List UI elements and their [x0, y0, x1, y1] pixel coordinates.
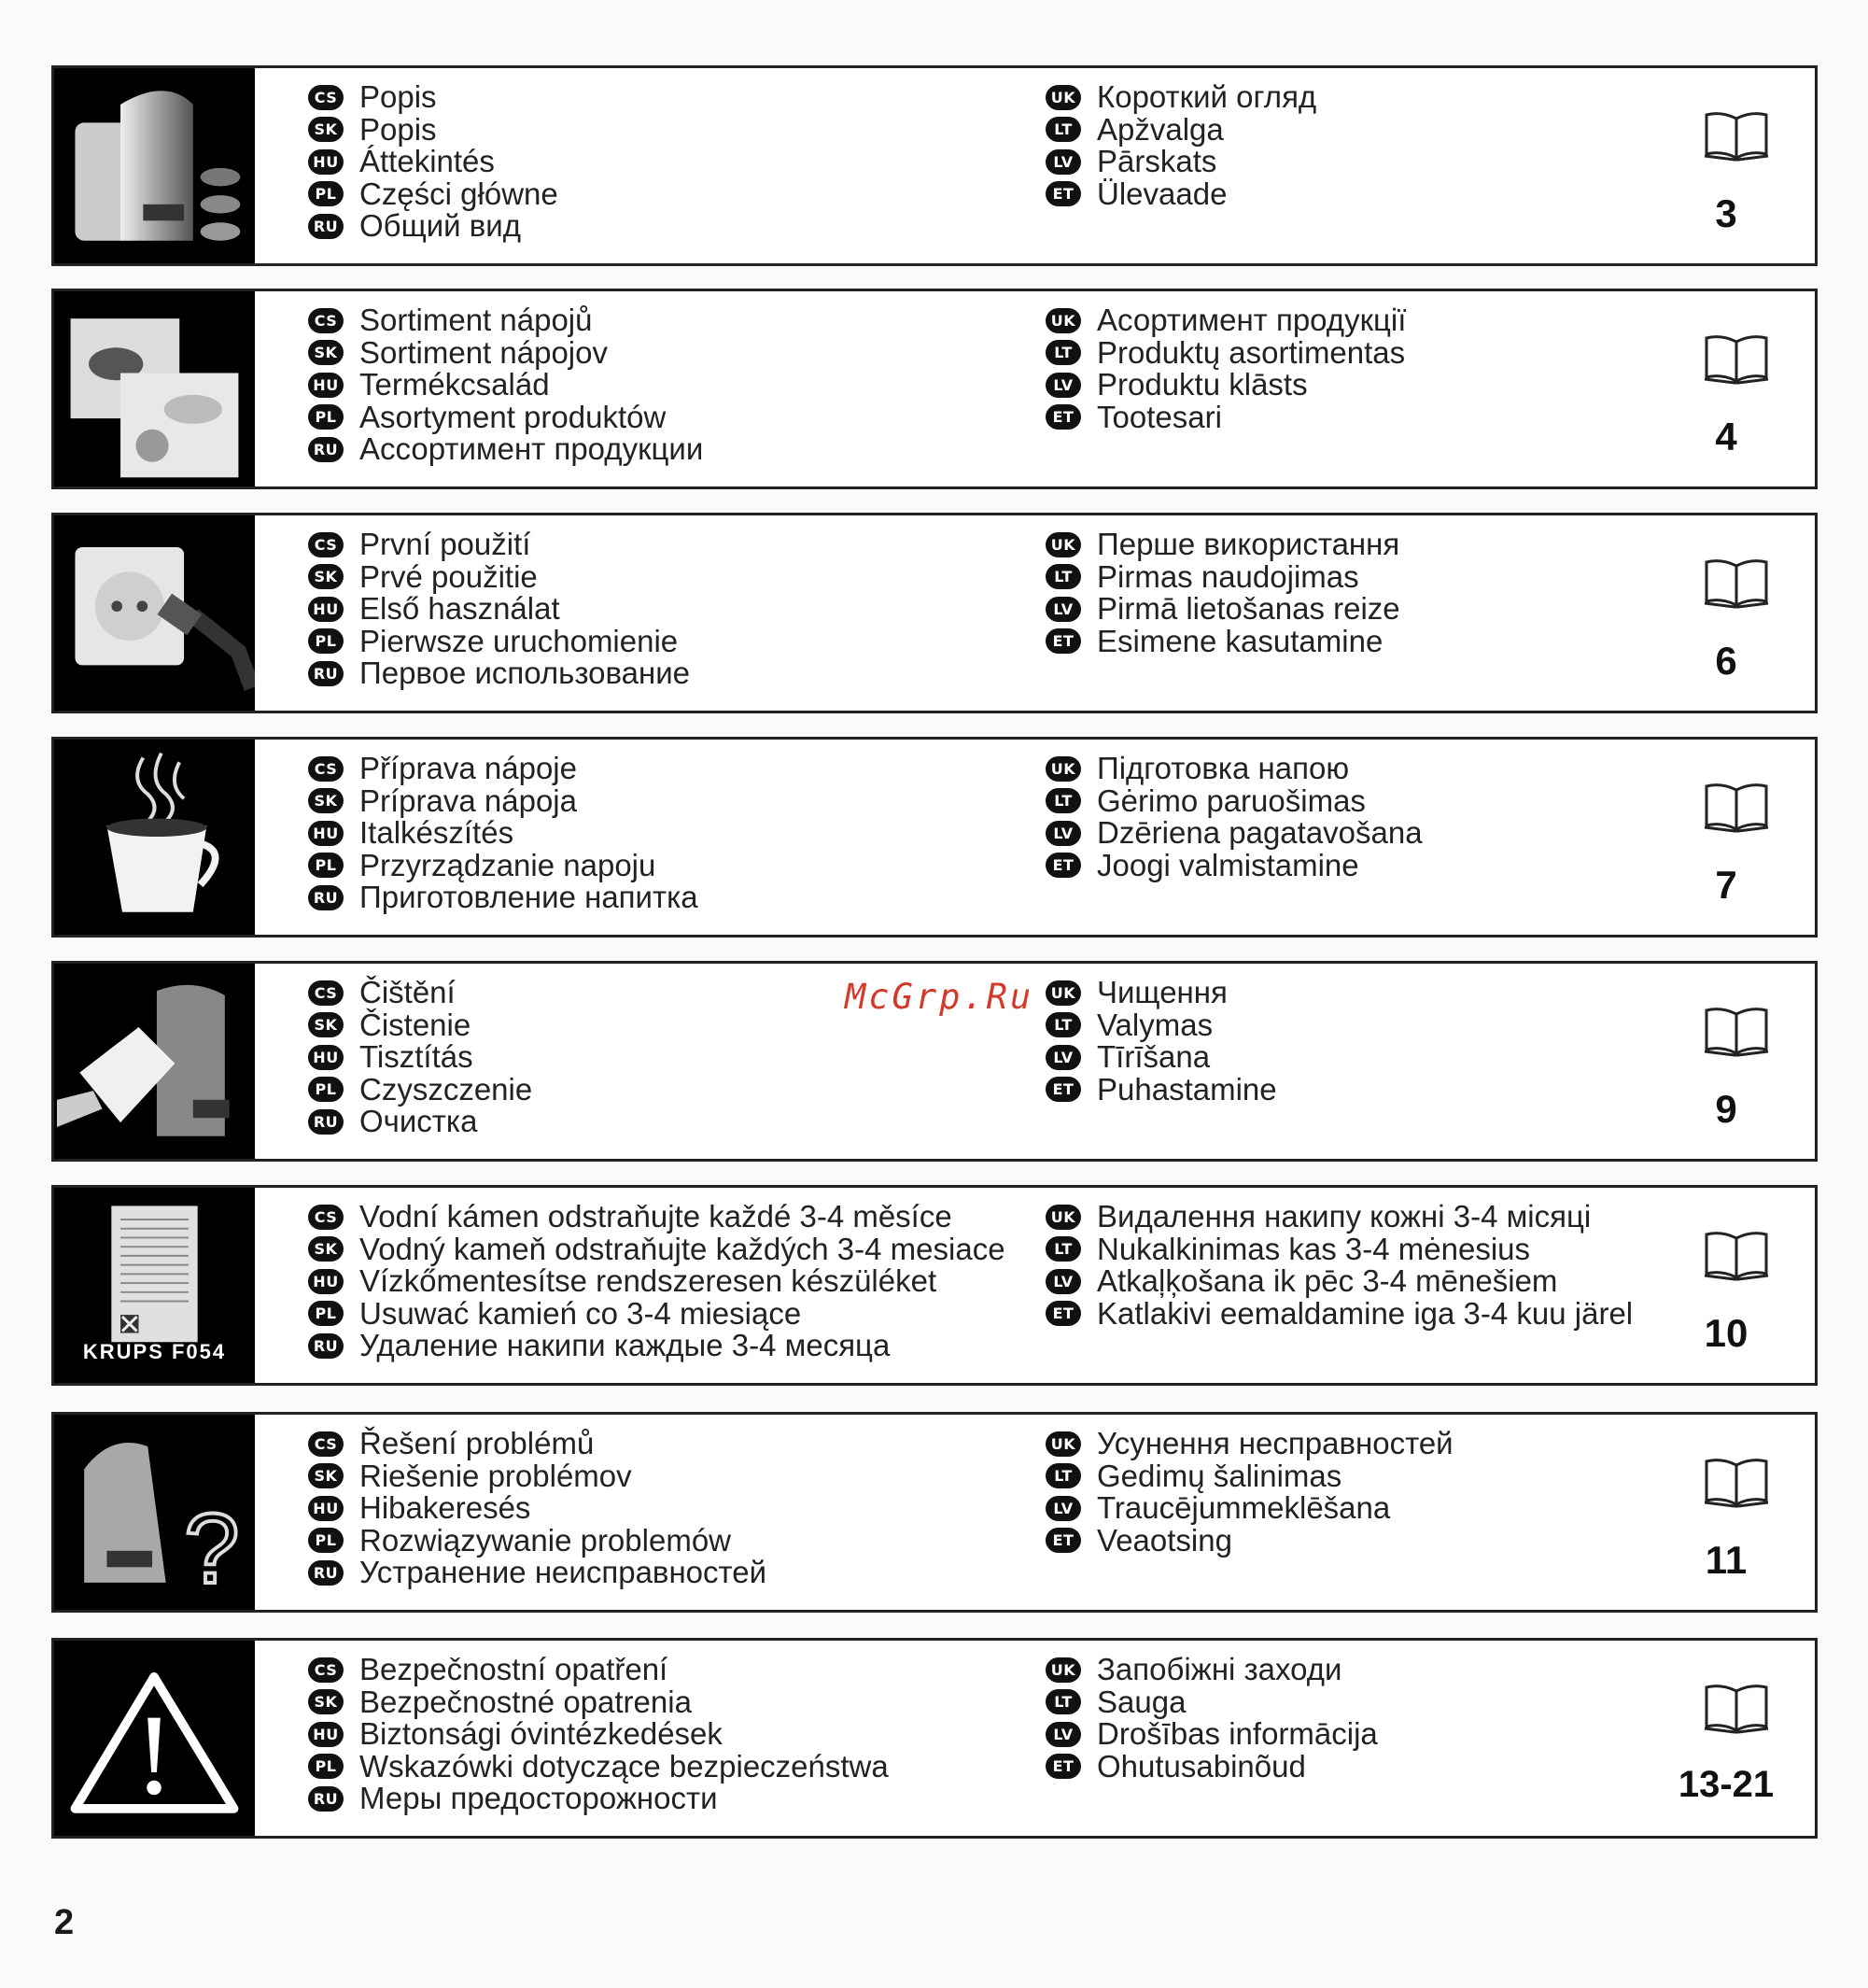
titles-left [308, 1654, 889, 1815]
list-item [308, 1460, 766, 1493]
section-title: Sortiment nápojov [359, 334, 608, 370]
list-item [1046, 1428, 1454, 1460]
section-title: Áttekintés [359, 144, 495, 179]
section-title: Усунення несправностей [1097, 1426, 1454, 1461]
list-item [1046, 1460, 1454, 1493]
lang-badge: ET [1046, 404, 1081, 430]
section-title: Atkaļķošana ik pēc 3-4 mēnešiem [1097, 1263, 1558, 1299]
section-title: Асортимент продукції [1097, 303, 1407, 338]
book-icon [1703, 332, 1770, 385]
lang-badge: HU [308, 1045, 344, 1070]
section-title: Traucējummeklēšana [1097, 1490, 1391, 1526]
list-item [1046, 593, 1400, 626]
section-title: Termékcsalád [359, 367, 550, 402]
list-item [1046, 1686, 1378, 1719]
section-first-use [51, 513, 1818, 713]
capsule-box-icon [54, 291, 255, 486]
list-item [308, 593, 690, 626]
section-title: Ассортимент продукции [359, 431, 704, 467]
section-title: Ohutusabinõud [1097, 1748, 1306, 1784]
list-item [1046, 1265, 1633, 1298]
lang-badge: PL [308, 1301, 344, 1326]
section-title: Rozwiązywanie problemów [359, 1522, 731, 1558]
section-title: Устранение неисправностей [359, 1555, 767, 1590]
list-item [308, 881, 698, 914]
lang-badge: HU [308, 1269, 344, 1294]
list-item [1046, 334, 1406, 370]
list-item [308, 817, 698, 850]
book-icon [1703, 1229, 1770, 1281]
lang-badge: LV [1046, 1496, 1081, 1521]
section-title: Pirmā lietošanas reize [1097, 591, 1400, 627]
lang-badge: LT [1046, 1012, 1081, 1037]
lang-badge: RU [308, 1560, 344, 1586]
list-item [308, 847, 698, 882]
list-item [308, 1106, 532, 1138]
section-title: Tīrīšana [1097, 1039, 1211, 1075]
page-reference[interactable]: 10 [1704, 1311, 1749, 1355]
lang-badge: ET [1046, 1077, 1081, 1102]
lang-badge: CS [308, 1431, 344, 1457]
lang-badge: LV [1046, 1269, 1081, 1294]
list-item [308, 1522, 766, 1558]
lang-badge: UK [1046, 1205, 1081, 1230]
section-title: První použití [359, 527, 531, 562]
section-title: Asortyment produktów [359, 399, 667, 434]
titles-right [1046, 753, 1423, 881]
lang-badge: SK [308, 1012, 344, 1037]
section-title: Italkészítés [359, 815, 514, 851]
page-reference[interactable]: 4 [1715, 415, 1737, 458]
list-item [1046, 1041, 1277, 1074]
lang-badge: UK [1046, 85, 1081, 110]
lang-badge: PL [308, 181, 344, 206]
section-title: Řešení problémů [359, 1426, 595, 1461]
lang-badge: PL [308, 853, 344, 878]
machine-question-icon [54, 1415, 255, 1610]
lang-badge: LT [1046, 564, 1081, 589]
lang-badge: CS [308, 85, 344, 110]
list-item [308, 1041, 532, 1074]
list-item [1046, 1231, 1633, 1266]
lang-badge: UK [1046, 1657, 1081, 1683]
list-item [308, 433, 703, 466]
coffee-cup-icon [54, 740, 255, 935]
lang-badge: CS [308, 756, 344, 782]
section-title: Gėrimo paruošimas [1097, 783, 1366, 818]
section-title: Підготовка напою [1097, 751, 1350, 786]
lang-badge: SK [308, 788, 344, 813]
section-title: Apžvalga [1097, 111, 1224, 147]
list-item [308, 1295, 1005, 1331]
list-item [308, 558, 690, 594]
titles-right [1046, 304, 1406, 433]
lang-badge: HU [308, 597, 344, 622]
lang-badge: RU [308, 214, 344, 239]
section-title: Příprava nápoje [359, 751, 577, 786]
list-item [308, 1492, 766, 1525]
section-troubleshooting [51, 1412, 1818, 1613]
lang-badge: LV [1046, 821, 1081, 846]
list-item [1046, 817, 1423, 850]
list-item [308, 304, 703, 337]
list-item [1046, 1718, 1378, 1751]
titles-left [308, 977, 532, 1138]
lang-badge: UK [1046, 308, 1081, 333]
titles-right [1046, 1654, 1378, 1783]
svg-text:?: ? [184, 1491, 240, 1604]
list-item [1046, 977, 1277, 1009]
lang-badge: SK [308, 564, 344, 589]
section-title: Valymas [1097, 1007, 1214, 1042]
section-title: Príprava nápoja [359, 783, 577, 818]
lang-badge: RU [308, 661, 344, 686]
lang-badge: LV [1046, 373, 1081, 398]
list-item [1046, 369, 1406, 402]
lang-badge: LV [1046, 149, 1081, 175]
list-item [1046, 81, 1316, 114]
descaler-sachet-icon [54, 1188, 255, 1383]
section-safety [51, 1638, 1818, 1839]
list-item [1046, 304, 1406, 337]
lang-badge: SK [308, 117, 344, 142]
section-title: Удаление накипи каждые 3-4 месяца [359, 1328, 891, 1363]
list-item [308, 146, 558, 178]
titles-right [1046, 977, 1277, 1106]
section-title: Esimene kasutamine [1097, 623, 1383, 658]
list-item [308, 1428, 766, 1460]
page-reference[interactable]: 7 [1715, 863, 1737, 907]
list-item [1046, 847, 1423, 882]
lang-badge: UK [1046, 980, 1081, 1006]
list-item [1046, 1071, 1277, 1107]
lang-badge: SK [308, 340, 344, 365]
section-title: Čistenie [359, 1007, 471, 1042]
lang-badge: ET [1046, 628, 1081, 654]
lang-badge: CS [308, 532, 344, 557]
list-item [1046, 623, 1400, 658]
section-title: Запобіжні заходи [1097, 1652, 1342, 1687]
lang-badge: ET [1046, 853, 1081, 878]
book-icon [1703, 109, 1770, 162]
section-overview [51, 65, 1818, 266]
section-title: Első használat [359, 591, 560, 627]
lang-badge: LT [1046, 788, 1081, 813]
list-item [308, 657, 690, 690]
section-title: Prvé použitie [359, 558, 538, 594]
list-item [308, 1201, 1005, 1234]
lang-badge: ET [1046, 1301, 1081, 1326]
section-preparation [51, 737, 1818, 938]
section-title: Bezpečnostní opatření [359, 1652, 668, 1687]
section-title: Первое использование [359, 656, 690, 691]
lang-badge: LV [1046, 1722, 1081, 1747]
list-item [1046, 529, 1400, 561]
list-item [308, 1748, 889, 1784]
section-title: Czyszczenie [359, 1071, 533, 1107]
lang-badge: RU [308, 1109, 344, 1135]
lang-badge: HU [308, 1496, 344, 1521]
list-item [1046, 1654, 1378, 1686]
section-title: Приготовление напитка [359, 880, 698, 915]
section-title: Bezpečnostné opatrenia [359, 1684, 692, 1719]
list-item [308, 334, 703, 370]
titles-left [308, 304, 703, 466]
book-icon [1703, 781, 1770, 833]
section-title: Wskazówki dotyczące bezpieczeństwa [359, 1748, 889, 1784]
lang-badge: CS [308, 1657, 344, 1683]
book-icon [1703, 1682, 1770, 1734]
section-title: Pirmas naudojimas [1097, 558, 1359, 594]
list-item [308, 623, 690, 658]
book-icon [1703, 557, 1770, 609]
lang-badge: ET [1046, 181, 1081, 206]
section-title: Sortiment nápojů [359, 303, 593, 338]
titles-left [308, 529, 690, 690]
section-products [51, 289, 1818, 489]
lang-badge: LT [1046, 1236, 1081, 1262]
section-title: Nukalkinimas kas 3-4 mėnesius [1097, 1231, 1531, 1266]
section-descaling [51, 1185, 1818, 1386]
list-item [308, 785, 698, 818]
section-title: Vodný kameň odstraňujte každých 3-4 mesiace [359, 1231, 1005, 1266]
lang-badge: PL [308, 1077, 344, 1102]
section-title: Produktų asortimentas [1097, 334, 1406, 370]
section-title: Veaotsing [1097, 1522, 1232, 1558]
titles-left [308, 753, 698, 914]
list-item [308, 1330, 1005, 1362]
section-title: Vodní kámen odstraňujte každé 3-4 měsíce [359, 1199, 952, 1234]
titles-right [1046, 81, 1316, 210]
lang-badge: SK [308, 1463, 344, 1488]
list-item [1046, 1295, 1634, 1331]
list-item [308, 1557, 766, 1589]
section-title: Короткий огляд [1097, 79, 1317, 115]
list-item [308, 1654, 889, 1686]
section-title: Drošības informācija [1097, 1716, 1378, 1752]
lang-badge: PL [308, 404, 344, 430]
list-item [1046, 399, 1406, 434]
lang-badge: PL [308, 628, 344, 654]
section-title: Чищення [1097, 975, 1228, 1010]
list-item [308, 1071, 533, 1107]
product-label: KRUPS F054 [82, 1340, 227, 1363]
lang-badge: SK [308, 1236, 344, 1262]
section-title: Pārskats [1097, 144, 1217, 179]
list-item [308, 1686, 889, 1719]
section-title: Hibakeresés [359, 1490, 531, 1526]
list-item [308, 81, 558, 114]
lang-badge: CS [308, 1205, 344, 1230]
section-title: Sauga [1097, 1684, 1187, 1719]
section-title: Joogi valmistamine [1097, 847, 1359, 882]
cleaning-cloth-icon [54, 964, 255, 1159]
list-item [308, 977, 532, 1009]
list-item [308, 1231, 1005, 1266]
section-title: Popis [359, 79, 437, 115]
lang-badge: UK [1046, 532, 1081, 557]
list-item [308, 529, 690, 561]
lang-badge: LT [1046, 1689, 1081, 1714]
list-item [1046, 111, 1316, 147]
list-item [1046, 1009, 1277, 1042]
section-title: Biztonsági óvintézkedések [359, 1716, 723, 1752]
lang-badge: LV [1046, 597, 1081, 622]
page-reference[interactable]: 11 [1705, 1538, 1748, 1582]
lang-badge: LT [1046, 117, 1081, 142]
section-title: Puhastamine [1097, 1071, 1277, 1107]
book-icon [1703, 1456, 1770, 1508]
list-item [308, 399, 703, 434]
section-title: Riešenie problémov [359, 1458, 632, 1493]
list-item [1046, 558, 1400, 594]
section-title: Очистка [359, 1104, 478, 1139]
watermark: McGrp.Ru [845, 977, 1034, 1017]
list-item [1046, 1522, 1454, 1558]
list-item [308, 1009, 532, 1042]
lang-badge: UK [1046, 1431, 1081, 1457]
lang-badge: RU [308, 1333, 344, 1359]
page-reference[interactable]: 6 [1715, 639, 1737, 683]
page-reference[interactable]: 9 [1715, 1087, 1737, 1131]
coffee-machine-icon [54, 68, 255, 263]
list-item [308, 111, 558, 147]
list-item [308, 1783, 889, 1815]
section-title: Ülevaade [1097, 176, 1228, 211]
section-title: Popis [359, 111, 437, 147]
section-title: Tootesari [1097, 399, 1222, 434]
section-title: Produktu klāsts [1097, 367, 1308, 402]
lang-badge: HU [308, 149, 344, 175]
section-title: Видалення накипу кожні 3-4 місяці [1097, 1199, 1592, 1234]
list-item [308, 1265, 1005, 1298]
warning-triangle-icon [54, 1641, 255, 1836]
section-title: Tisztítás [359, 1039, 473, 1075]
section-title: Vízkőmentesítse rendszeresen készüléket [359, 1263, 937, 1299]
section-title: Części główne [359, 176, 558, 211]
list-item [1046, 1201, 1633, 1234]
list-item [1046, 753, 1423, 785]
section-title: Dzēriena pagatavošana [1097, 815, 1423, 851]
lang-badge: CS [308, 980, 344, 1006]
section-title: Katlakivi eemaldamine iga 3-4 kuu järel [1097, 1295, 1634, 1331]
lang-badge: LT [1046, 340, 1081, 365]
lang-badge: HU [308, 1722, 344, 1747]
titles-right [1046, 529, 1400, 657]
lang-badge: LT [1046, 1463, 1081, 1488]
page-reference[interactable]: 3 [1715, 191, 1737, 235]
list-item [308, 210, 558, 243]
section-title: Перше використання [1097, 527, 1400, 562]
section-title: Przyrządzanie napoju [359, 847, 656, 882]
lang-badge: SK [308, 1689, 344, 1714]
list-item [1046, 178, 1316, 211]
section-title: Меры предосторожности [359, 1781, 718, 1816]
lang-badge: HU [308, 821, 344, 846]
page-number: 2 [54, 1903, 75, 1942]
lang-badge: PL [308, 1528, 344, 1553]
section-title: Общий вид [359, 208, 521, 244]
list-item [1046, 1748, 1378, 1784]
book-icon [1703, 1005, 1770, 1057]
titles-left [308, 1201, 1005, 1362]
page-reference[interactable]: 13-21 [1678, 1764, 1775, 1805]
lang-badge: LV [1046, 1045, 1081, 1070]
section-title: Čištění [359, 975, 456, 1010]
list-item [308, 178, 558, 211]
lang-badge: HU [308, 373, 344, 398]
lang-badge: RU [308, 437, 344, 462]
section-title: Pierwsze uruchomienie [359, 623, 679, 658]
lang-badge: ET [1046, 1528, 1081, 1553]
list-item [1046, 1492, 1454, 1525]
list-item [1046, 785, 1423, 818]
lang-badge: UK [1046, 756, 1081, 782]
lang-badge: PL [308, 1754, 344, 1779]
titles-right [1046, 1201, 1633, 1330]
section-title: Gedimų šalinimas [1097, 1458, 1342, 1493]
power-plug-icon [54, 515, 255, 711]
list-item [308, 753, 698, 785]
titles-left [308, 81, 558, 243]
section-title: Usuwać kamień co 3-4 miesiące [359, 1295, 802, 1331]
lang-badge: RU [308, 1786, 344, 1812]
titles-right [1046, 1428, 1454, 1557]
lang-badge: RU [308, 885, 344, 910]
list-item [1046, 146, 1316, 178]
titles-left [308, 1428, 766, 1589]
lang-badge: ET [1046, 1754, 1081, 1779]
list-item [308, 1718, 889, 1751]
list-item [308, 369, 703, 402]
lang-badge: CS [308, 308, 344, 333]
